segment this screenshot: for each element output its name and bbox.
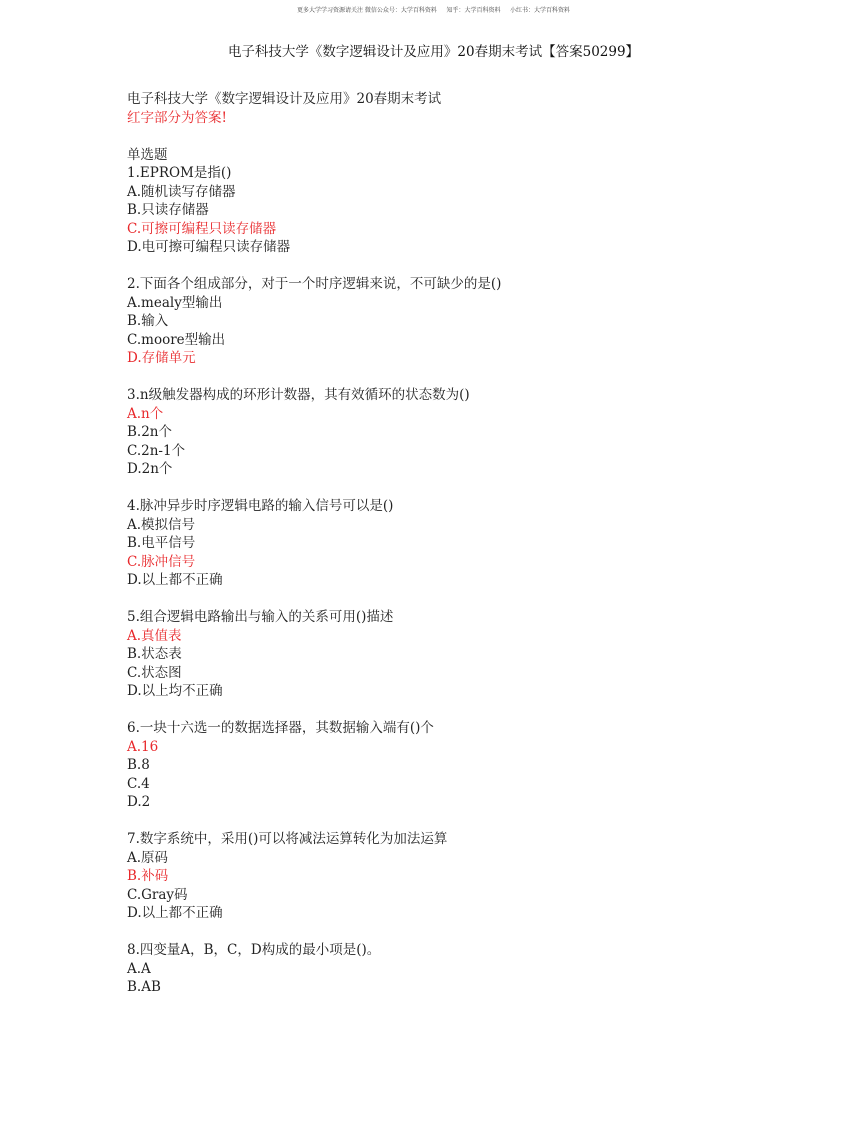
- answer-option: A.真值表: [127, 627, 182, 644]
- answer-option: C.可擦可编程只读存储器: [127, 220, 277, 237]
- option: D.以上均不正确: [127, 683, 223, 699]
- option: A.A: [127, 960, 151, 977]
- header-bar: 更多大学学习资源请关注 微信公众号：大学百科资料 知乎：大学百科资料 小红书：大学百科资料: [297, 7, 570, 14]
- question-text: 8.四变量A，B，C，D构成的最小项是()。: [127, 942, 381, 958]
- question-text: 5.组合逻辑电路输出与输入的关系可用()描述: [127, 609, 394, 625]
- option: B.AB: [127, 979, 161, 995]
- option: A.mealy型输出: [127, 294, 223, 311]
- option: D.2n个: [127, 461, 173, 477]
- option: C.Gray码: [127, 886, 188, 903]
- option: A.原码: [127, 849, 169, 866]
- option: D.2: [127, 794, 151, 810]
- option: B.2n个: [127, 424, 172, 440]
- option: B.输入: [127, 313, 169, 329]
- question-text: 2.下面各个组成部分，对于一个时序逻辑来说，不可缺少的是(): [127, 276, 502, 292]
- answer-option: A.n个: [127, 405, 164, 422]
- option: C.4: [127, 775, 150, 792]
- option: B.只读存储器: [127, 202, 209, 218]
- option: B.8: [127, 757, 150, 773]
- question-text: 3.n级触发器构成的环形计数器，其有效循环的状态数为(): [127, 387, 470, 403]
- answer-option: C.脉冲信号: [127, 553, 196, 570]
- answer-option: B.补码: [127, 868, 169, 884]
- option: A.模拟信号: [127, 516, 196, 533]
- option: A.随机读写存储器: [127, 183, 236, 200]
- option: D.以上都不正确: [127, 572, 223, 588]
- question-text: 1.EPROM是指(): [127, 165, 232, 181]
- page-title: 电子科技大学《数字逻辑设计及应用》20春期末考试【答案50299】: [227, 44, 640, 60]
- option: B.电平信号: [127, 535, 196, 551]
- option: C.moore型输出: [127, 331, 226, 348]
- question-text: 4.脉冲异步时序逻辑电路的输入信号可以是(): [127, 498, 394, 514]
- doc-title: 电子科技大学《数字逻辑设计及应用》20春期末考试: [127, 91, 442, 107]
- option: D.电可擦可编程只读存储器: [127, 239, 291, 255]
- option: B.状态表: [127, 646, 182, 662]
- answer-option: A.16: [127, 738, 159, 755]
- option: C.状态图: [127, 664, 182, 681]
- question-text: 7.数字系统中，采用()可以将减法运算转化为加法运算: [127, 831, 448, 847]
- question-text: 6.一块十六选一的数据选择器，其数据输入端有()个: [127, 720, 434, 736]
- option: C.2n-1个: [127, 442, 186, 459]
- section-heading: 单选题: [127, 146, 168, 163]
- answer-note: 红字部分为答案!: [127, 109, 227, 126]
- option: D.以上都不正确: [127, 905, 223, 921]
- document-body: [127, 90, 501, 997]
- answer-option: D.存储单元: [127, 350, 196, 366]
